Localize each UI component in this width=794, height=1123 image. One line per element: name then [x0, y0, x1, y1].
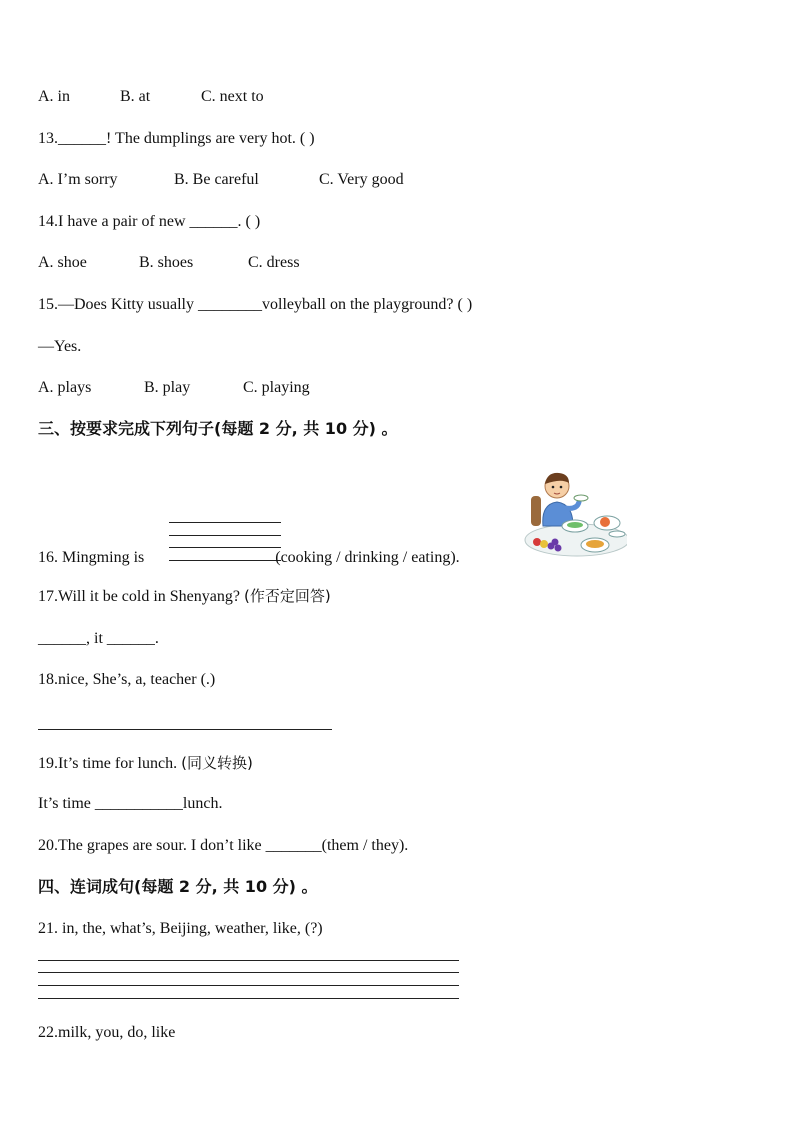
question-14: [38, 212, 260, 232]
question-18: [38, 670, 215, 690]
answer-text: It’s time: [38, 795, 95, 812]
option-a[interactable]: A. I’m sorry: [38, 171, 118, 188]
answer-blank[interactable]: ___________: [94, 795, 183, 812]
question-20: [38, 836, 408, 856]
option-b[interactable]: B. at: [120, 88, 151, 105]
q17-answer-line: [38, 629, 159, 649]
answer-blank[interactable]: ______: [106, 630, 155, 647]
q15-answer: —Yes.: [38, 338, 82, 355]
question-17: [38, 586, 331, 607]
section-4-heading: 四、连词成句(每题 2 分, 共 10 分) 。: [38, 877, 318, 896]
option-c[interactable]: C. dress: [248, 254, 300, 271]
question-15: [38, 295, 472, 315]
question-number: 13.: [38, 130, 58, 147]
option-b[interactable]: B. shoes: [139, 254, 194, 271]
question-text: I have a pair of new: [58, 213, 190, 230]
question-text: Mingming is: [58, 549, 145, 566]
answer-line[interactable]: [169, 522, 281, 523]
q13-options: [38, 170, 404, 190]
question-text: . in, the, what’s, Beijing, weather, like, (?): [54, 920, 323, 937]
section-3-heading: 三、按要求完成下列句子(每题 2 分, 共 10 分) 。: [38, 419, 398, 438]
answer-line[interactable]: [38, 998, 459, 999]
question-13: [38, 129, 315, 149]
question-number: 15.: [38, 296, 58, 313]
question-16: [38, 548, 460, 568]
option-c[interactable]: C. next to: [201, 88, 264, 105]
option-b[interactable]: B. play: [144, 379, 191, 396]
option-c[interactable]: C. playing: [243, 379, 310, 396]
q14-options: [38, 253, 300, 273]
answer-blank[interactable]: ________: [198, 296, 262, 313]
answer-line[interactable]: [38, 972, 459, 973]
answer-line[interactable]: [38, 960, 459, 961]
option-b[interactable]: B. Be careful: [174, 171, 259, 188]
answer-end: .: [154, 630, 159, 647]
question-text-end: . ( ): [237, 213, 261, 230]
q19-answer-line: [38, 794, 222, 814]
instruction: (同义转换): [181, 754, 253, 772]
answer-line[interactable]: [38, 729, 332, 730]
question-choices: (them / they).: [321, 837, 409, 854]
question-text-end: volleyball on the playground? ( ): [262, 296, 473, 313]
boy-eating-illustration: [517, 468, 627, 560]
answer-end: lunch.: [182, 795, 223, 812]
question-number: 19.: [38, 755, 58, 772]
option-a[interactable]: A. shoe: [38, 254, 87, 271]
question-text: nice, She’s, a, teacher (.): [58, 671, 216, 688]
answer-text: , it: [86, 630, 107, 647]
q12-options: [38, 87, 264, 107]
answer-blank[interactable]: ______: [38, 630, 86, 647]
question-text: —Does Kitty usually: [58, 296, 198, 313]
answer-blank[interactable]: ______: [58, 130, 106, 147]
question-number: 22.: [38, 1024, 58, 1041]
question-text: It’s time for lunch.: [58, 755, 182, 772]
q15-options: [38, 378, 310, 398]
question-number: 20.: [38, 837, 58, 854]
question-number: 14.: [38, 213, 58, 230]
question-number: 18.: [38, 671, 58, 688]
question-choices: (cooking / drinking / eating).: [275, 549, 460, 566]
question-number: 17.: [38, 588, 58, 605]
question-number: 21: [38, 920, 54, 937]
instruction: (作否定回答): [243, 587, 331, 605]
option-c[interactable]: C. Very good: [319, 171, 404, 188]
question-text: milk, you, do, like: [58, 1024, 176, 1041]
question-21: [38, 919, 323, 939]
question-number: 16.: [38, 549, 58, 566]
answer-blank[interactable]: _______: [265, 837, 322, 854]
option-a[interactable]: A. plays: [38, 379, 92, 396]
option-a[interactable]: A. in: [38, 88, 70, 105]
question-text: ! The dumplings are very hot. ( ): [106, 130, 315, 147]
question-text: The grapes are sour. I don’t like: [58, 837, 266, 854]
answer-line[interactable]: [38, 985, 459, 986]
answer-blank[interactable]: ______: [189, 213, 238, 230]
question-22: [38, 1023, 175, 1043]
answer-line[interactable]: [169, 535, 281, 536]
question-text: Will it be cold in Shenyang?: [58, 588, 244, 605]
question-19: [38, 753, 253, 774]
